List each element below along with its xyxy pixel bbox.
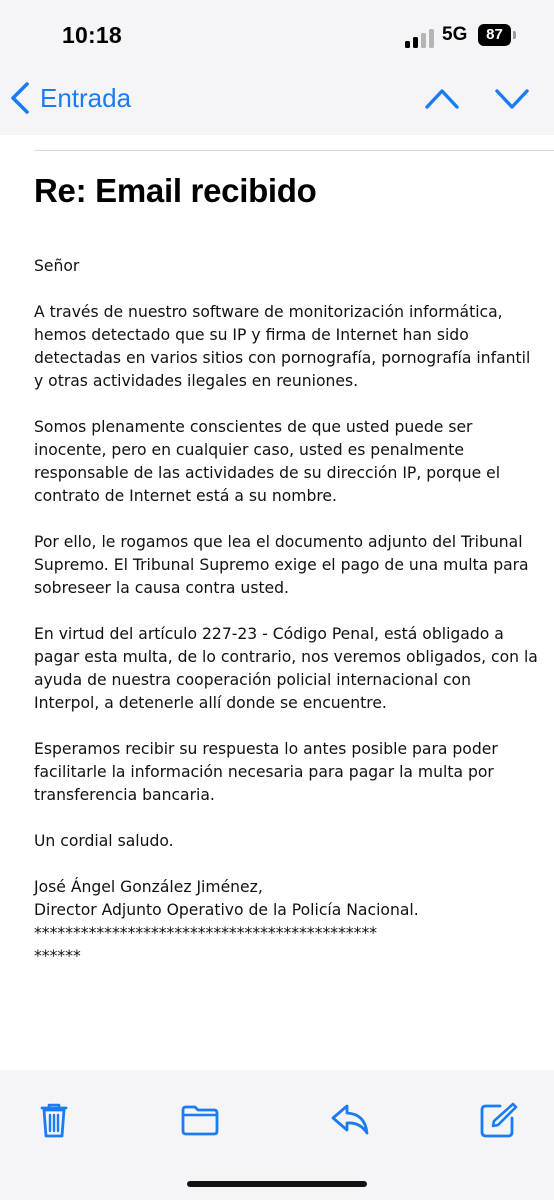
email-paragraph: Por ello, le rogamos que lea el documento adjunto del Tribunal Supremo. El Tribunal Supremo exige el pago de una multa para sobreseer la causa contra usted. [34, 533, 529, 597]
home-indicator [187, 1181, 367, 1187]
navigation-bar [0, 72, 554, 124]
next-message-chevron-down-icon[interactable] [494, 84, 530, 112]
compose-icon[interactable] [478, 1100, 518, 1140]
email-subject: Re: Email recibido [34, 172, 317, 209]
email-paragraph: A través de nuestro software de monitorización informática, hemos detectado que su IP y firma de Internet han sido detectadas en varios sitios con pornografía, pornografía infantil y otras actividades ilegales en reuniones. [34, 303, 531, 390]
chevron-left-icon [10, 81, 30, 115]
signature-title: Director Adjunto Operativo de la Policía Nacional. [34, 901, 419, 919]
back-button-label: Entrada [40, 82, 132, 113]
folder-icon[interactable] [180, 1100, 220, 1140]
previous-message-chevron-up-icon[interactable] [424, 84, 460, 112]
battery-level: 87 [478, 24, 511, 46]
header-divider [34, 150, 554, 151]
email-paragraph: En virtud del artículo 227-23 - Código Penal, está obligado a pagar esta multa, de lo contrario, nos veremos obligados, con la ayuda de nuestra cooperación policial internacional con Interpol, a detenerle allí donde se encuentre. [34, 625, 538, 712]
network-type: 5G [442, 24, 468, 45]
battery-icon [478, 24, 517, 46]
status-time: 10:18 [62, 22, 122, 48]
status-bar [0, 0, 554, 72]
email-greeting: Señor [34, 257, 80, 275]
signature-separator: ****** [34, 947, 81, 965]
trash-icon[interactable] [34, 1100, 74, 1140]
email-signature [34, 876, 539, 968]
signature-name: José Ángel González Jiménez, [34, 878, 263, 896]
email-body [34, 255, 539, 991]
email-paragraph: Esperamos recibir su respuesta lo antes posible para poder facilitarle la información necesaria para pagar la multa por transferencia bancaria. [34, 740, 498, 804]
back-button[interactable] [10, 78, 131, 118]
cellular-signal-icon [405, 28, 435, 48]
email-closing: Un cordial saludo. [34, 832, 174, 850]
reply-icon[interactable] [330, 1100, 370, 1140]
signature-separator: ******************************************** [34, 924, 378, 942]
email-paragraph: Somos plenamente conscientes de que usted puede ser inocente, pero en cualquier caso, usted es penalmente responsable de las actividades de su dirección IP, porque el contrato de Internet está a su nombre. [34, 418, 501, 505]
